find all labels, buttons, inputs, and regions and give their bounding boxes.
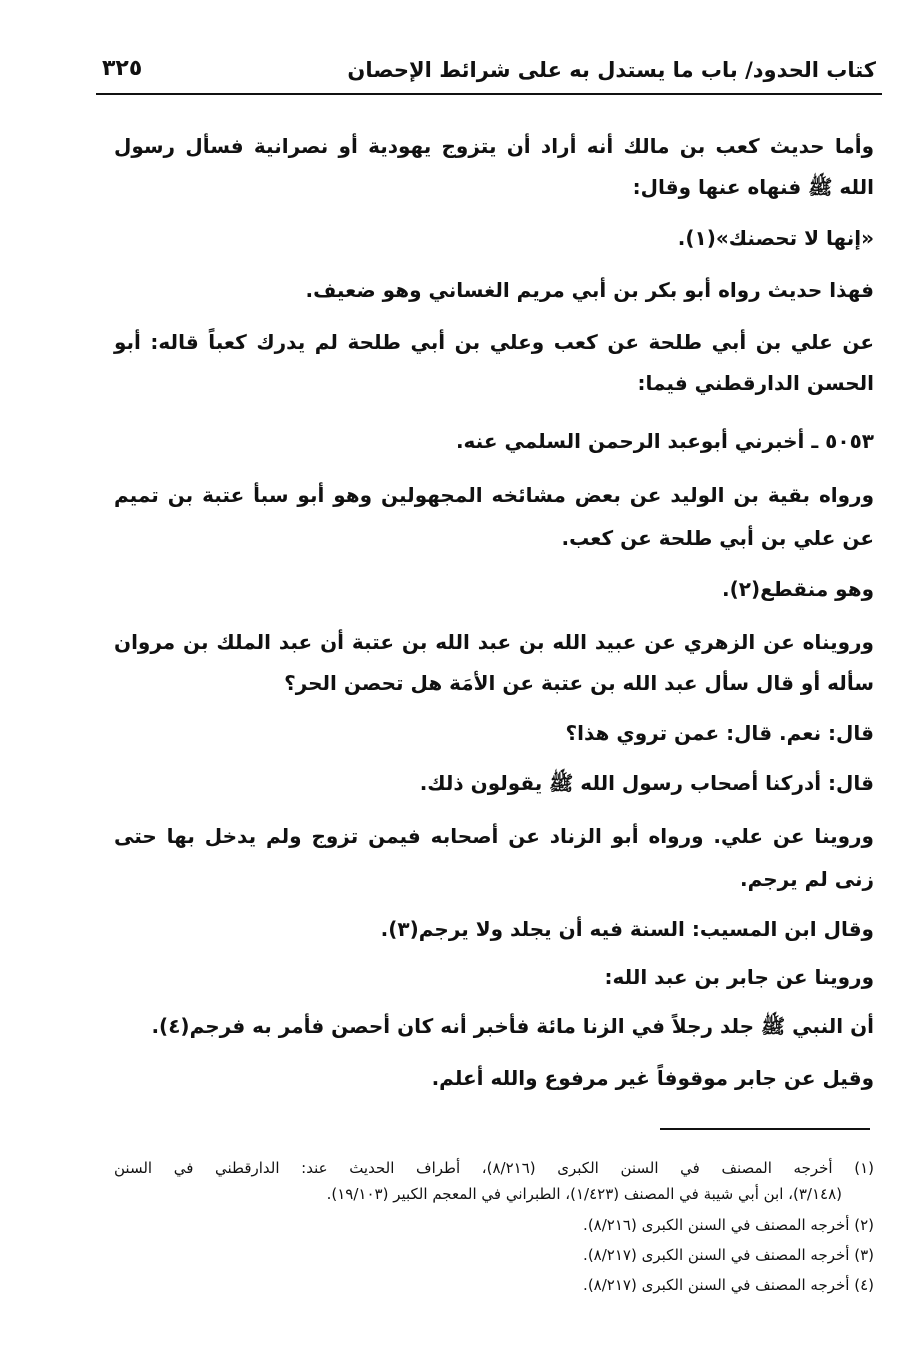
footnote-line: (٣/١٤٨)، ابن أبي شيبة في المصنف (١/٤٢٣)، الطبراني في المعجم الكبير (١٩/١٠٣). [326,1185,842,1203]
text-line: فهذا حديث رواه أبو بكر بن أبي مريم الغساني وهو ضعيف. [305,278,874,302]
header-divider [96,93,882,95]
footnote-line: (١) أخرجه المصنف في السنن الكبرى (٨/٢١٦)، أطراف الحديث عند: الدارقطني في السنن [114,1159,874,1177]
text-line: أن النبي ﷺ جلد رجلاً في الزنا مائة فأخبر أنه كان أحصن فأمر به فرجم(٤). [151,1014,874,1038]
footnote-line: (٤) أخرجه المصنف في السنن الكبرى (٨/٢١٧). [583,1276,874,1294]
text-line: قال: نعم. قال: عمن تروي هذا؟ [565,721,874,745]
page-number: ٣٢٥ [102,56,143,81]
text-line: الله ﷺ فنهاه عنها وقال: [632,175,874,199]
running-header [96,52,882,92]
text-line: زنى لم يرجم. [739,867,874,891]
text-line: وقيل عن جابر موقوفاً غير مرفوع والله أعلم. [431,1066,874,1090]
text-line: عن علي بن أبي طلحة عن كعب وعلي بن أبي طلحة لم يدرك كعباً قاله: أبو [114,330,874,354]
text-line: عن علي بن أبي طلحة عن كعب. [561,526,874,550]
text-line: الحسن الدارقطني فيما: [637,371,874,395]
text-line: وقال ابن المسيب: السنة فيه أن يجلد ولا يرجم(٣). [380,917,874,941]
footnote-line: (٣) أخرجه المصنف في السنن الكبرى (٨/٢١٧). [583,1246,874,1264]
text-line: ٥٠٥٣ ـ أخبرني أبوعبد الرحمن السلمي عنه. [455,429,874,453]
footnote-line: (٢) أخرجه المصنف في السنن الكبرى (٨/٢١٦). [583,1216,874,1234]
footnote-divider [660,1128,870,1130]
text-line: وروينا عن علي. ورواه أبو الزناد عن أصحابه فيمن تزوج ولم يدخل بها حتى [114,824,874,848]
text-line: «إنها لا تحصنك»(١). [677,226,874,250]
chapter-title: كتاب الحدود/ باب ما يستدل به على شرائط الإحصان [347,58,876,82]
text-line: وروينا عن جابر بن عبد الله: [604,965,874,989]
text-line: وأما حديث كعب بن مالك أنه أراد أن يتزوج يهودية أو نصرانية فسأل رسول [114,134,874,158]
text-line: سأله أو قال سأل عبد الله بن عتبة عن الأمَة هل تحصن الحر؟ [284,671,874,695]
text-line: ورويناه عن الزهري عن عبيد الله بن عبد الله بن عتبة أن عبد الملك بن مروان [114,630,874,654]
text-line: وهو منقطع(٢). [722,577,874,601]
text-line: ورواه بقية بن الوليد عن بعض مشائخه المجهولين وهو أبو سبأ عتبة بن تميم [114,483,874,507]
text-line: قال: أدركنا أصحاب رسول الله ﷺ يقولون ذلك. [419,771,874,795]
